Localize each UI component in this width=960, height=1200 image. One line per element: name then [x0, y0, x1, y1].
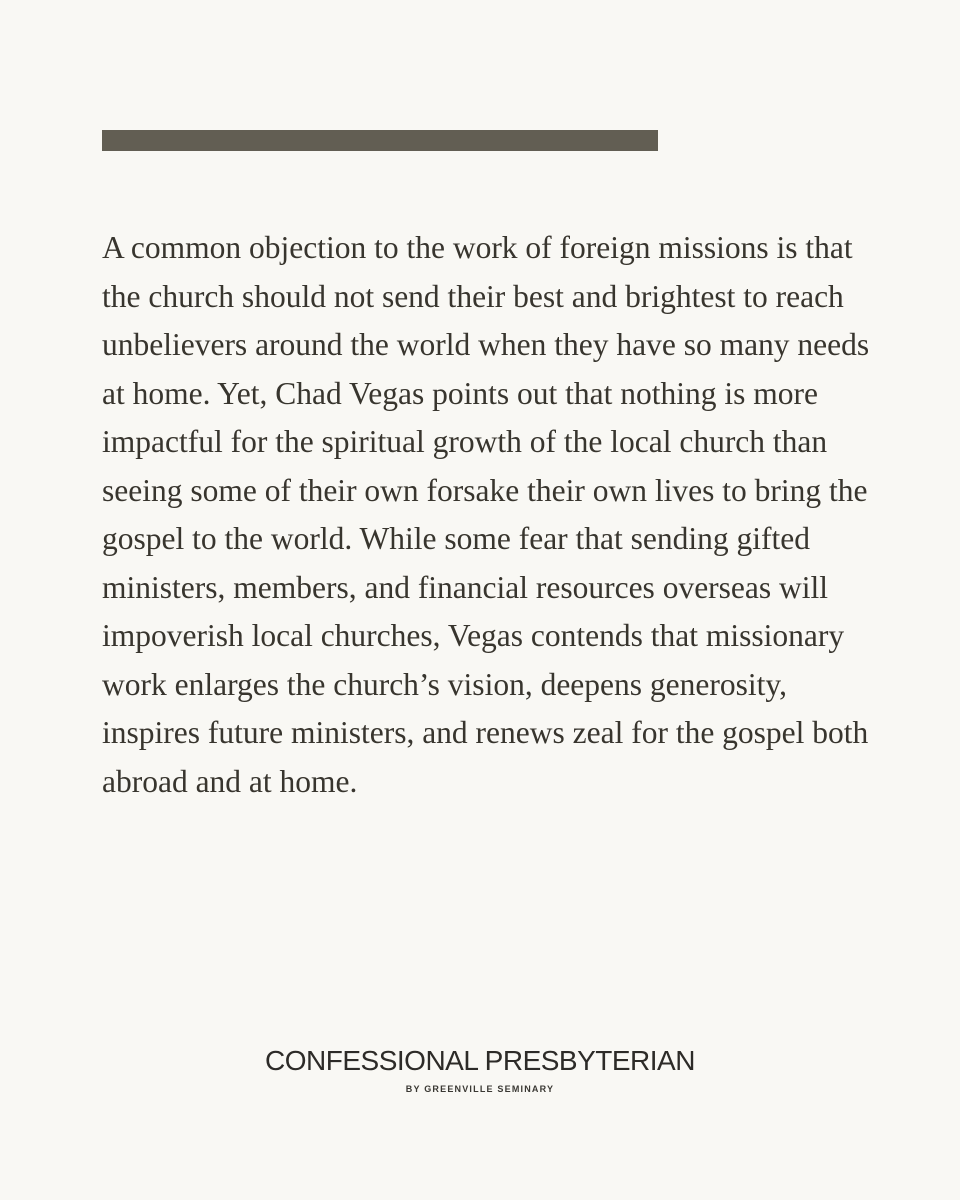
- brand-logo: [0, 1043, 960, 1095]
- quote-paragraph: A common objection to the work of foreign missions is that the church should not send their best and brightest to reach unbelievers around the world when they have so many needs at home. Yet, Chad Vegas points out that nothing is more impactful for the spiritual growth of the local church than seeing some of their own forsake their own lives to bring the gospel to the world. While some fear that sending gifted ministers, members, and financial resources overseas will impoverish local churches, Vegas contends that missionary work enlarges the church’s vision, deepens generosity, inspires future ministers, and renews zeal for the gospel both abroad and at home.: [102, 230, 870, 799]
- brand-name: CONFESSIONAL PRESBYTERIAN: [265, 1045, 695, 1076]
- brand-tagline: BY GREENVILLE SEMINARY: [405, 1084, 555, 1094]
- accent-bar: [102, 130, 658, 151]
